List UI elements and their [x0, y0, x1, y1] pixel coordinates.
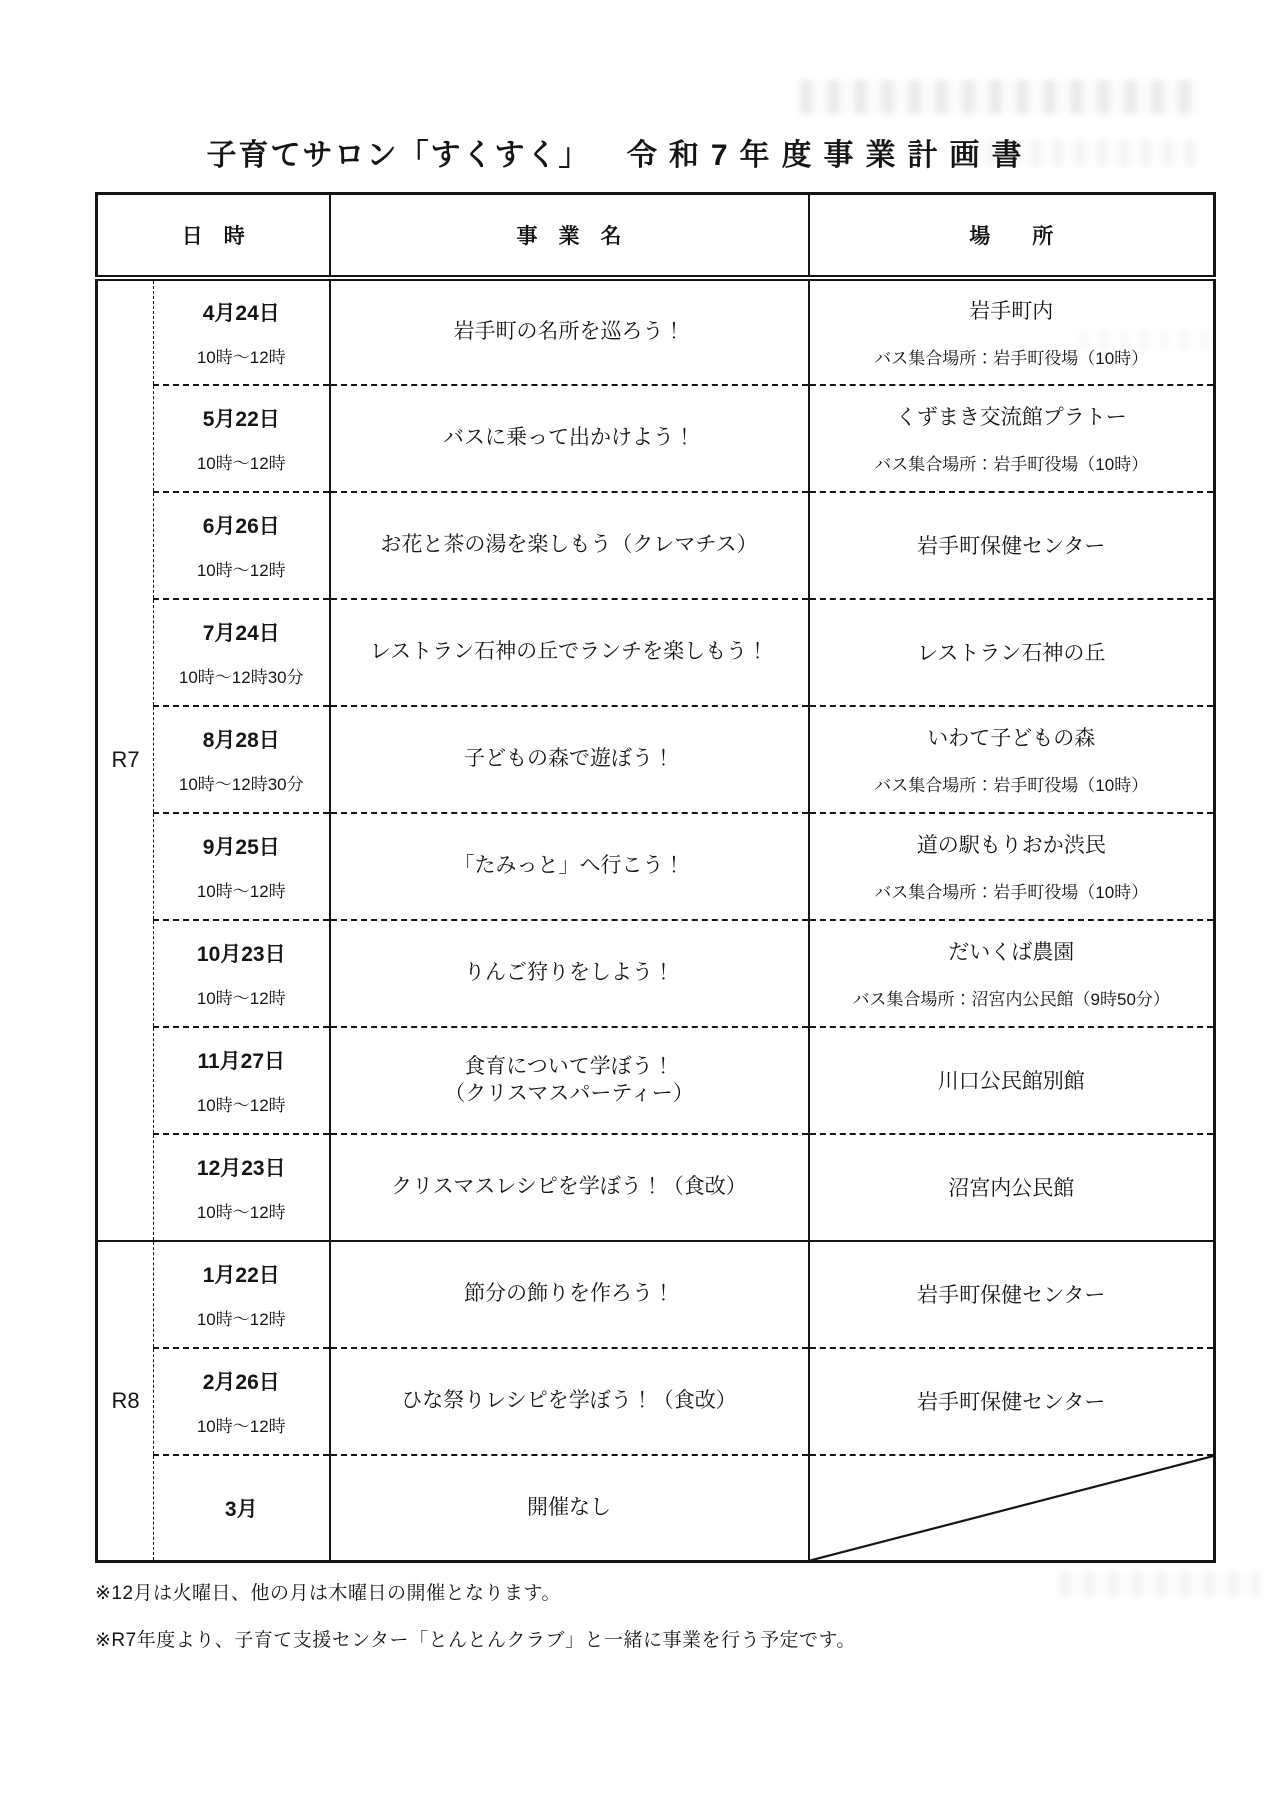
footnotes: [95, 1578, 856, 1672]
event-cell: [330, 1348, 809, 1455]
year-label: R7: [97, 278, 154, 1241]
table-row: [97, 1241, 1215, 1348]
event-place: 川口公民館別館: [937, 1070, 1085, 1093]
diagonal-line: [810, 1456, 1214, 1561]
table-row: [97, 385, 1215, 492]
event-cell: [330, 492, 809, 599]
event-place: 岩手町保健センター: [917, 535, 1106, 558]
event-name: りんご狩りをしよう！: [464, 961, 674, 985]
event-cell: [330, 920, 809, 1027]
bus-meeting-note: バス集合場所：岩手町役場（10時）: [874, 349, 1149, 368]
table-row: [97, 278, 1215, 385]
event-place: 沼宮内公民館: [948, 1177, 1075, 1200]
page-title: [0, 130, 1240, 174]
event-time: 10時～12時30分: [178, 667, 304, 687]
event-date: 5月22日: [202, 407, 280, 431]
table-row: [97, 1134, 1215, 1241]
event-name: 節分の飾りを作ろう！: [464, 1282, 674, 1306]
event-cell: [330, 1455, 809, 1562]
date-cell: [154, 1455, 330, 1562]
event-time: 10時～12時: [196, 453, 286, 473]
event-cell: [330, 813, 809, 920]
schedule-table: [95, 192, 1216, 1563]
place-cell: [809, 706, 1215, 813]
event-date: 11月27日: [197, 1049, 286, 1073]
event-name: 開催なし: [527, 1496, 611, 1520]
event-name: 「たみっと」へ行こう！: [453, 854, 685, 878]
event-name: クリスマスレシピを学ぼう！（食改）: [391, 1175, 747, 1199]
event-time: 10時～12時: [196, 347, 286, 367]
date-cell: [154, 492, 330, 599]
event-date: 2月26日: [202, 1370, 280, 1394]
date-cell: [154, 813, 330, 920]
event-cell: [330, 1134, 809, 1241]
date-cell: [154, 278, 330, 385]
table-row: [97, 813, 1215, 920]
event-place: 岩手町保健センター: [917, 1284, 1106, 1307]
header-row: [97, 194, 1215, 278]
event-place: レストラン石神の丘: [917, 642, 1106, 665]
event-cell: [330, 278, 809, 385]
event-time: 10時～12時: [196, 1202, 286, 1222]
title-plan-name: 令和7年度事業計画書: [626, 139, 1034, 172]
date-cell: [154, 599, 330, 706]
event-place: 岩手町内: [969, 300, 1054, 323]
event-date: 7月24日: [202, 621, 280, 645]
event-place: だいくば農園: [948, 941, 1075, 964]
event-name: 食育について学ぼう！: [464, 1054, 674, 1078]
event-date: 1月22日: [202, 1263, 280, 1287]
place-cell: [809, 813, 1215, 920]
event-place: いわて子どもの森: [927, 727, 1096, 750]
place-cell: [809, 278, 1215, 385]
bus-meeting-note: バス集合場所：沼宮内公民館（9時50分）: [852, 990, 1170, 1009]
event-time: 10時～12時: [196, 988, 286, 1008]
table-row: [97, 920, 1215, 1027]
event-cell: [330, 1027, 809, 1134]
event-time: 10時～12時: [196, 1309, 286, 1329]
event-name: 岩手町の名所を巡ろう！: [453, 320, 685, 344]
event-date: 8月28日: [202, 728, 280, 752]
place-cell: [809, 920, 1215, 1027]
event-date: 10月23日: [196, 942, 286, 966]
event-place: 岩手町保健センター: [917, 1391, 1106, 1414]
event-time: 10時～12時: [196, 1095, 286, 1115]
table-row: [97, 1027, 1215, 1134]
table-row: [97, 492, 1215, 599]
place-cell: [809, 1134, 1215, 1241]
place-cell: [809, 599, 1215, 706]
bus-meeting-note: バス集合場所：岩手町役場（10時）: [874, 776, 1149, 795]
event-place: くずまき交流館プラトー: [895, 406, 1127, 429]
table-row: [97, 1348, 1215, 1455]
header-place: 場 所: [809, 194, 1215, 278]
place-cell: [809, 1348, 1215, 1455]
table-row: [97, 706, 1215, 813]
footnote-tonton-club: ※R7年度より、子育て支援センター「とんとんクラブ」と一緒に事業を行う予定です。: [95, 1630, 856, 1651]
event-cell: [330, 385, 809, 492]
event-name: レストラン石神の丘でランチを楽しもう！: [369, 640, 769, 664]
event-name: バスに乗って出かけよう！: [443, 426, 695, 450]
event-date: 4月24日: [202, 301, 280, 325]
event-time: 10時～12時: [196, 881, 286, 901]
table-row: [97, 599, 1215, 706]
event-date: 12月23日: [196, 1156, 286, 1180]
event-name: 子どもの森で遊ぼう！: [464, 747, 674, 771]
bus-meeting-note: バス集合場所：岩手町役場（10時）: [874, 883, 1149, 902]
title-salon-name: 子育てサロン「すくすく」: [206, 139, 591, 172]
date-cell: [154, 385, 330, 492]
event-date: 6月26日: [202, 514, 280, 538]
event-cell: [330, 706, 809, 813]
place-cell: [809, 1241, 1215, 1348]
event-name-line2: （クリスマスパーティー）: [444, 1082, 694, 1105]
header-datetime: 日 時: [97, 194, 330, 278]
header-event-name: 事 業 名: [330, 194, 809, 278]
place-cell: [809, 385, 1215, 492]
date-cell: [154, 1134, 330, 1241]
date-cell: [154, 1027, 330, 1134]
event-cell: [330, 1241, 809, 1348]
table-row: [97, 1455, 1215, 1562]
bus-meeting-note: バス集合場所：岩手町役場（10時）: [874, 455, 1149, 474]
year-label: R8: [97, 1241, 154, 1562]
scan-noise: [1060, 1572, 1260, 1596]
place-cell: [809, 1455, 1215, 1562]
event-date: 3月: [224, 1497, 258, 1521]
event-name: お花と茶の湯を楽しもう（クレマチス）: [380, 533, 758, 557]
date-cell: [154, 920, 330, 1027]
table-body: [97, 278, 1215, 1562]
date-cell: [154, 1348, 330, 1455]
event-date: 9月25日: [202, 835, 280, 859]
place-cell: [809, 492, 1215, 599]
footnote-weekday: ※12月は火曜日、他の月は木曜日の開催となります。: [95, 1583, 562, 1604]
event-name: ひな祭りレシピを学ぼう！（食改）: [401, 1389, 737, 1413]
date-cell: [154, 1241, 330, 1348]
date-cell: [154, 706, 330, 813]
event-time: 10時～12時30分: [178, 774, 304, 794]
event-time: 10時～12時: [196, 1416, 286, 1436]
place-cell: [809, 1027, 1215, 1134]
scan-noise: [800, 80, 1200, 114]
event-time: 10時～12時: [196, 560, 286, 580]
event-place: 道の駅もりおか渋民: [916, 834, 1106, 857]
event-cell: [330, 599, 809, 706]
